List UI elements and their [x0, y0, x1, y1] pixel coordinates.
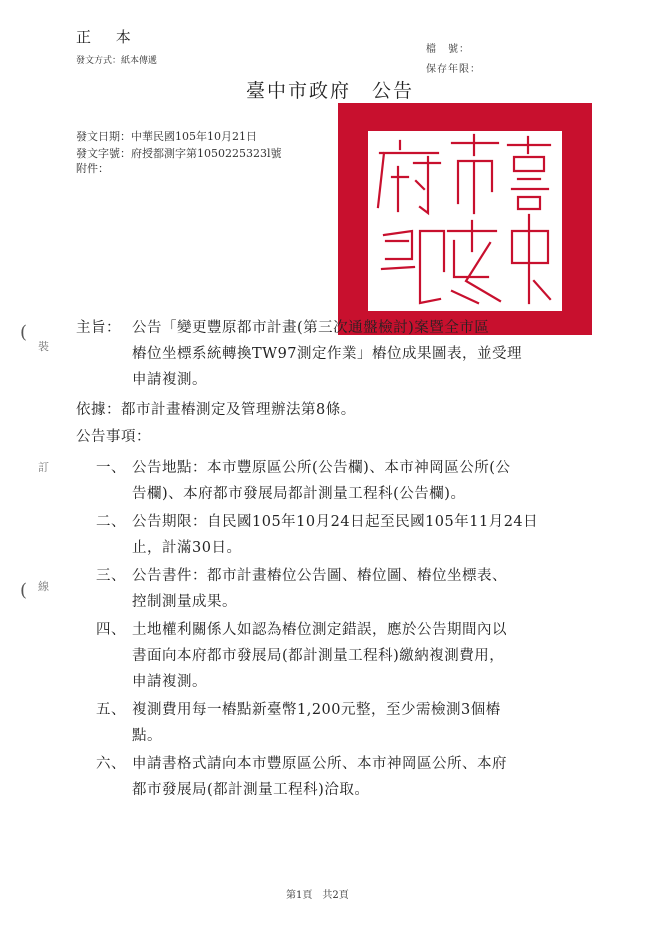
item-number: 三、: [96, 568, 126, 584]
margin-paren-bottom: (: [20, 580, 28, 601]
item-line: 公告期限：自民國105年10月24日起至民國105年11月24日: [132, 514, 539, 530]
retention-label: 保存年限：: [426, 64, 481, 75]
item-line: 控制測量成果。: [132, 594, 237, 610]
item-line: 土地權利關係人如認為樁位測定錯誤，應於公告期間內以: [132, 622, 507, 638]
item-line: 書面向本府都市發展局(都計測量工程科)繳納複測費用，: [132, 648, 505, 664]
item-number: 一、: [96, 460, 126, 476]
basis-label: 依據：: [76, 402, 121, 418]
item-number: 四、: [96, 622, 126, 638]
item-line: 告欄)、本府都市發展局都計測量工程科(公告欄)。: [132, 486, 466, 502]
subject-section: [76, 315, 596, 393]
item-number: 五、: [96, 702, 126, 718]
page-title: 臺中市政府 公告: [246, 80, 415, 102]
basis-section: [76, 397, 596, 423]
original-copy-label: 正 本: [76, 28, 141, 46]
list-item: [96, 697, 596, 749]
margin-mark-bind: 裝: [38, 340, 49, 353]
list-item: [96, 455, 596, 507]
list-item: [96, 509, 596, 561]
item-line: 公告書件：都市計畫樁位公告圖、樁位圖、樁位坐標表、: [132, 568, 507, 584]
list-item: [96, 563, 596, 615]
item-number: 六、: [96, 756, 126, 772]
item-number: 二、: [96, 514, 126, 530]
item-line: 申請複測。: [132, 674, 207, 690]
file-number-label: 檔 號：: [426, 44, 470, 55]
list-item: [96, 751, 596, 803]
subject-line-2: 樁位坐標系統轉換TW97測定作業」樁位成果圖表，並受理: [132, 346, 523, 362]
items-heading: 公告事項：: [76, 429, 151, 445]
attachment-label: 附件：: [76, 162, 109, 175]
subject-line-1: 公告「變更豐原都市計畫(第三次通盤檢討)案暨全市區: [132, 320, 490, 336]
item-line: 複測費用每一樁點新臺幣1,200元整，至少需檢測3個樁: [132, 702, 501, 718]
list-item: [96, 617, 596, 695]
seal-lettering-graphic: [368, 131, 562, 311]
item-line: 公告地點：本市豐原區公所(公告欄)、本市神岡區公所(公: [132, 460, 511, 476]
issue-number: 發文字號：府授都測字第1050225323l號: [76, 147, 282, 160]
item-line: 都市發展局(都計測量工程科)洽取。: [132, 782, 370, 798]
item-line: 申請書格式請向本市豐原區公所、本市神岡區公所、本府: [132, 756, 507, 772]
margin-paren-top: (: [20, 322, 28, 343]
official-seal: [338, 103, 592, 335]
page-number: 第1頁 共2頁: [286, 890, 349, 901]
subject-line-3: 申請複測。: [132, 372, 207, 388]
issue-date: 發文日期：中華民國105年10月21日: [76, 130, 257, 143]
basis-text: 都市計畫樁測定及管理辦法第8條。: [121, 402, 356, 418]
delivery-method: 發文方式：紙本傳遞: [76, 56, 158, 66]
subject-label: 主旨：: [76, 320, 121, 336]
item-line: 點。: [132, 728, 162, 744]
item-line: 止，計滿30日。: [132, 540, 242, 556]
margin-mark-line: 線: [38, 580, 49, 593]
margin-mark-staple: 訂: [38, 461, 49, 474]
